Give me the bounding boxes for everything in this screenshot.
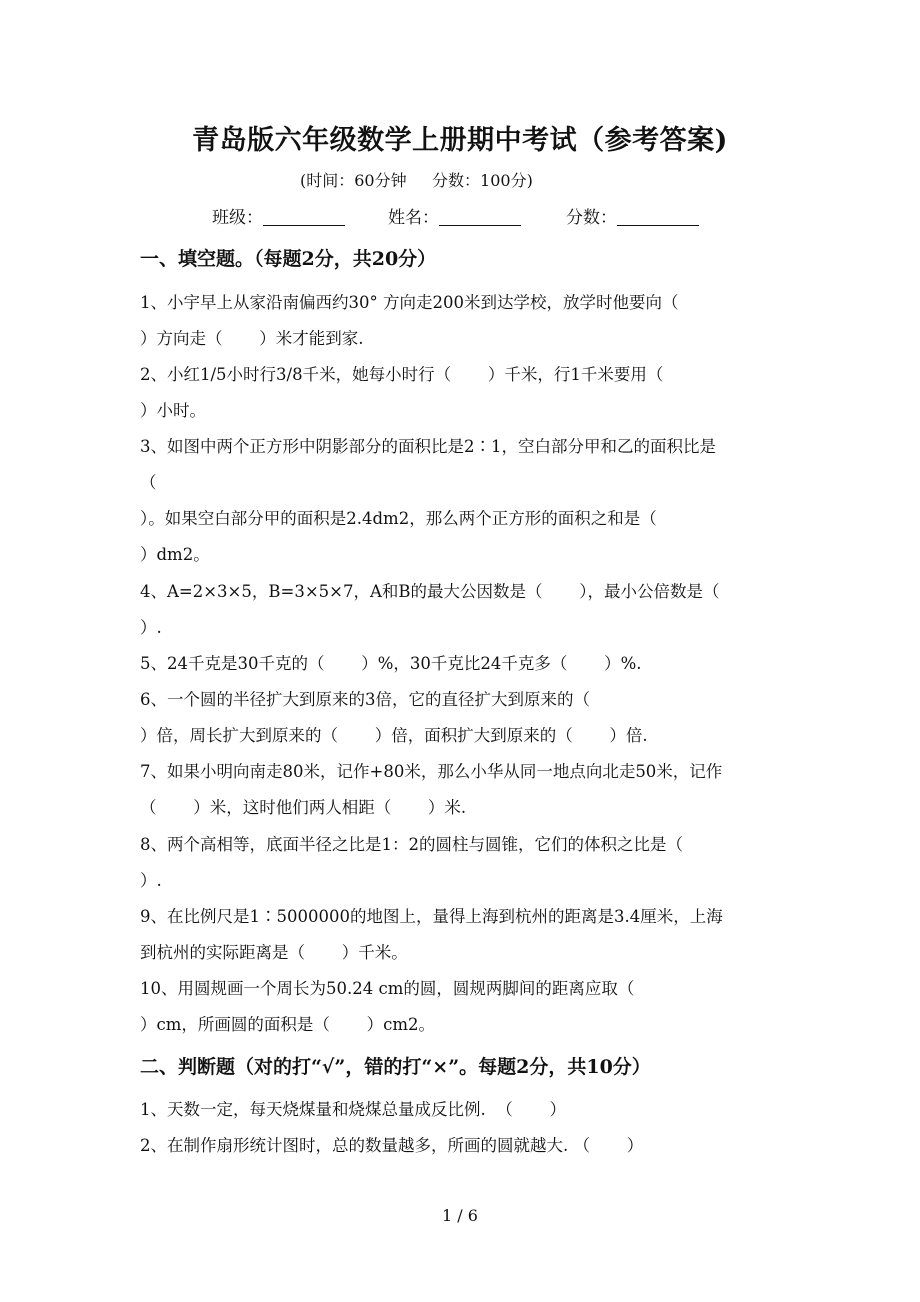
class-blank[interactable]	[263, 207, 345, 226]
question-line: 8、两个高相等，底面半径之比是1：2的圆柱与圆锥，它们的体积之比是（	[140, 835, 683, 854]
question-line: ）dm2。	[140, 545, 210, 564]
page-number: 1 / 6	[442, 1206, 478, 1225]
question-line: 9、在比例尺是1∶5000000的地图上，量得上海到杭州的距离是3.4厘米，上海	[140, 907, 723, 926]
exam-subtitle: (时间：60分钟 分数：100分)	[300, 171, 533, 190]
question-line: 1、小宇早上从家沿南偏西约30° 方向走200米到达学校，放学时他要向（	[140, 293, 679, 312]
question-line: 4、A=2×3×5，B=3×5×7，A和B的最大公因数是（ ），最小公倍数是（	[140, 582, 720, 601]
section-heading-true-false: 二、判断题（对的打“√”，错的打“×”。每题2分，共10分）	[140, 1056, 651, 1078]
question-line: 2、在制作扇形统计图时，总的数量越多，所画的圆就越大. （ ）	[140, 1136, 644, 1155]
question-line: 1、天数一定，每天烧煤量和烧煤总量成反比例. （ ）	[140, 1100, 566, 1119]
score-blank[interactable]	[617, 207, 699, 226]
question-line: 2、小红1/5小时行3/8千米，她每小时行（ ）千米，行1千米要用（	[140, 365, 664, 384]
question-line: ）.	[140, 871, 162, 890]
question-line: 10、用圆规画一个周长为50.24 cm的圆，圆规两脚间的距离应取（	[140, 979, 635, 998]
section-heading-fill-blank: 一、填空题。（每题2分，共20分）	[140, 248, 437, 270]
score-label: 分数：	[566, 208, 617, 228]
name-field	[388, 203, 521, 228]
question-line: 3、如图中两个正方形中阴影部分的面积比是2∶1，空白部分甲和乙的面积比是	[140, 437, 716, 456]
question-line: 5、24千克是30千克的（ ）%，30千克比24千克多（ ）%.	[140, 654, 642, 673]
class-label: 班级：	[212, 208, 263, 228]
page-title: 青岛版六年级数学上册期中考试（参考答案)	[192, 125, 728, 156]
question-line: ）。如果空白部分甲的面积是2.4dm2，那么两个正方形的面积之和是（	[140, 509, 657, 528]
question-line: ）倍，周长扩大到原来的（ ）倍，面积扩大到原来的（ ）倍.	[140, 726, 648, 745]
question-line: ）方向走（ ）米才能到家.	[140, 329, 364, 348]
question-line: 7、如果小明向南走80米，记作+80米，那么小华从同一地点向北走50米，记作	[140, 762, 723, 781]
question-line: （ ）米，这时他们两人相距（ ）米.	[140, 798, 467, 817]
question-line: （	[140, 473, 157, 492]
score-field	[566, 203, 699, 228]
question-line: 6、一个圆的半径扩大到原来的3倍，它的直径扩大到原来的（	[140, 690, 590, 709]
question-line: ）小时。	[140, 401, 206, 420]
question-line: ）.	[140, 618, 162, 637]
class-field	[212, 203, 345, 228]
question-line: 到杭州的实际距离是（ ）千米。	[140, 943, 408, 962]
name-label: 姓名：	[388, 208, 439, 228]
question-line: ）cm，所画圆的面积是（ ）cm2。	[140, 1015, 435, 1034]
name-blank[interactable]	[439, 207, 521, 226]
